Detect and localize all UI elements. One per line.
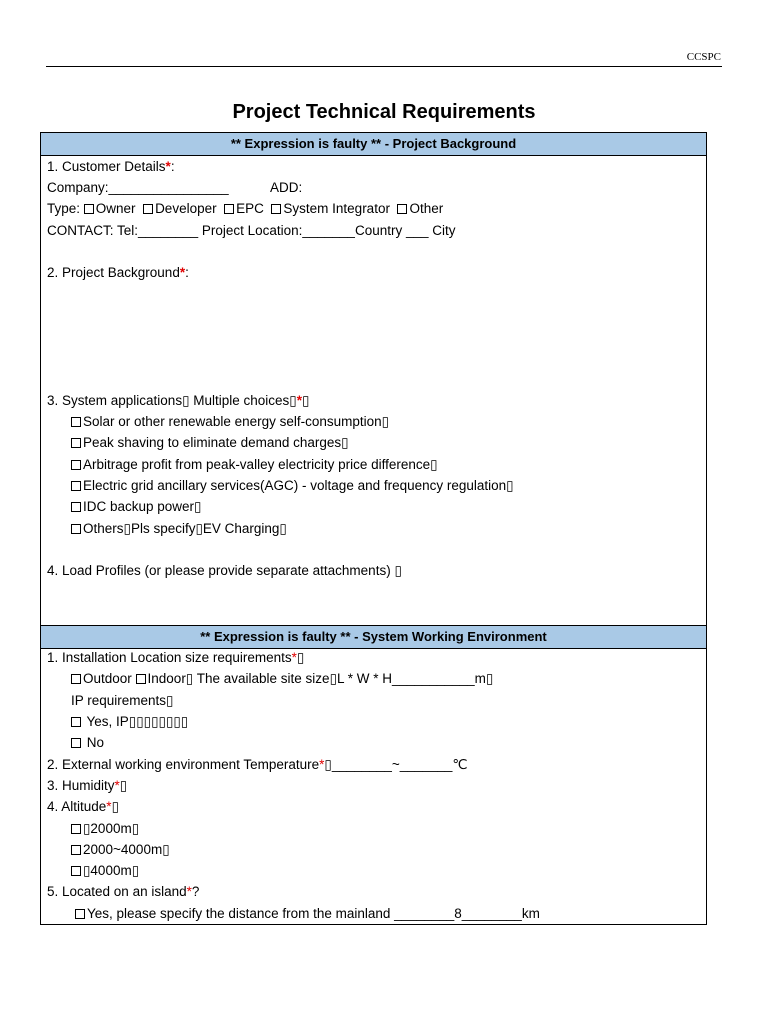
checkbox[interactable] [71,502,81,512]
app-option-idc-backup[interactable]: IDC backup power▯ [71,499,201,515]
ip-no-option[interactable]: No [71,735,104,751]
header-label: CCSPC [686,51,721,63]
location-options-row [71,671,493,687]
app-option-self-consumption[interactable]: Solar or other renewable energy self-consumption▯ [71,414,389,430]
required-marker: * [296,393,302,408]
required-marker: * [291,650,297,665]
type-other-option[interactable]: Other [397,201,443,216]
altitude-option-high[interactable]: ▯4000m▯ [71,863,139,879]
checkbox[interactable] [75,909,85,919]
required-marker: * [165,159,171,174]
checkbox-indoor[interactable] [136,674,146,684]
checkbox[interactable] [71,717,81,727]
type-epc-option[interactable]: EPC [224,201,264,216]
checkbox[interactable] [71,845,81,855]
header-rule [46,66,722,67]
page-title: Project Technical Requirements [232,101,536,123]
checkbox-system-integrator[interactable] [271,204,281,214]
checkbox[interactable] [71,481,81,491]
contact-field[interactable]: CONTACT: Tel:________ Project Location:_______Country ___ City [47,223,456,238]
required-marker: * [179,265,186,280]
humidity-label: 3. Humidity*▯ [47,778,128,793]
address-field[interactable]: ADD: [270,180,303,195]
app-option-arbitrage[interactable]: Arbitrage profit from peak-valley electricity price difference▯ [71,457,438,473]
customer-type-row: Type: Owner Developer EPC System Integrator Other [47,201,444,216]
checkbox[interactable] [71,738,81,748]
checkbox[interactable] [71,824,81,834]
ip-yes-option[interactable]: Yes, IP▯▯▯▯▯▯▯▯ [71,714,188,730]
company-field[interactable]: Company:________________ [47,180,229,195]
island-label: 5. Located on an island*? [47,884,200,899]
app-option-peak-shaving[interactable]: Peak shaving to eliminate demand charges▯ [71,435,349,451]
island-yes-option[interactable]: Yes, please specify the distance from the mainland ________8________km [75,906,540,922]
checkbox-owner[interactable] [84,204,94,214]
requirements-form [40,132,707,925]
load-profiles-label: 4. Load Profiles (or please provide separate attachments) ▯ [47,563,402,578]
type-owner-option[interactable]: Owner [84,201,136,216]
temperature-field[interactable]: 2. External working environment Temperature*▯________~_______℃ [47,757,468,772]
system-applications-label: 3. System applications▯ Multiple choices▯*▯ [47,393,310,408]
outdoor-option[interactable]: Outdoor [71,671,136,686]
checkbox[interactable] [71,438,81,448]
indoor-option[interactable]: Indoor▯ The available site size▯L * W * H___________m▯ [136,671,494,686]
required-marker: * [186,884,192,899]
required-marker: * [106,799,112,814]
checkbox-developer[interactable] [143,204,153,214]
checkbox-other[interactable] [397,204,407,214]
app-option-grid-ancillary[interactable]: Electric grid ancillary services(AGC) - voltage and frequency regulation▯ [71,478,514,494]
checkbox[interactable] [71,460,81,470]
required-marker: * [114,778,120,793]
ip-requirements-label: IP requirements▯ [71,693,174,708]
altitude-option-low[interactable]: ▯2000m▯ [71,821,139,837]
installation-location-label: 1. Installation Location size requirements*▯ [47,650,305,665]
section-heading-environment: ** Expression is faulty ** - System Working Environment [41,625,706,649]
type-developer-option[interactable]: Developer [143,201,217,216]
checkbox-outdoor[interactable] [71,674,81,684]
ip-value-field[interactable]: ▯▯▯▯▯▯▯▯ [128,714,189,729]
altitude-option-mid[interactable]: 2000~4000m▯ [71,842,170,858]
checkbox[interactable] [71,417,81,427]
app-option-others[interactable]: Others▯Pls specify▯EV Charging▯ [71,521,287,537]
customer-details-label: 1. Customer Details*: [47,159,175,174]
project-background-label: 2. Project Background*: [47,265,189,280]
checkbox[interactable] [71,866,81,876]
section-heading-background: ** Expression is faulty ** - Project Background [41,133,706,156]
checkbox[interactable] [71,524,81,534]
checkbox-epc[interactable] [224,204,234,214]
required-marker: * [319,757,325,772]
type-system-integrator-option[interactable]: System Integrator [271,201,390,216]
altitude-label: 4. Altitude*▯ [47,799,119,814]
